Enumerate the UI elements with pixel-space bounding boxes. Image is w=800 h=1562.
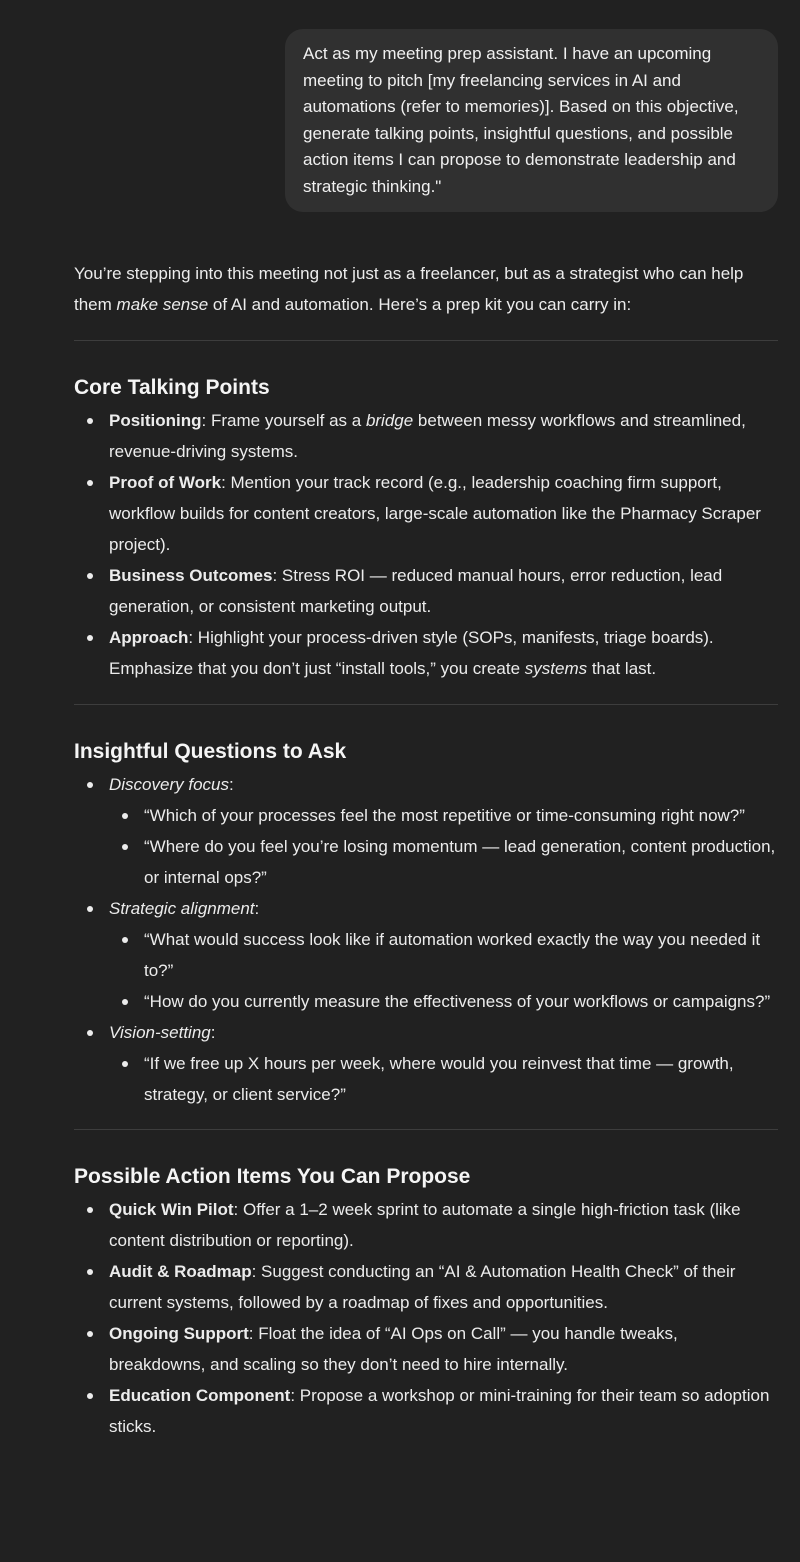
- intro-text: You’re stepping into this meeting not just as a freelancer, but as a strategist who can help them: [74, 264, 744, 314]
- group-suffix: :: [228, 775, 234, 794]
- question-sublist: [109, 1048, 778, 1110]
- item-label: Education Component: [109, 1386, 291, 1405]
- list-item: [74, 1256, 778, 1318]
- section-heading-questions: Insightful Questions to Ask: [74, 740, 347, 763]
- item-text: : Highlight your process-driven style (SOPs, manifests, triage boards). Emphasize that you don’t just “install tools,” you create: [109, 628, 714, 678]
- question-group: [74, 893, 778, 1017]
- item-label: Proof of Work: [109, 473, 222, 492]
- assistant-message: [0, 258, 800, 1442]
- item-text: that last.: [587, 659, 657, 678]
- question-group: [74, 769, 778, 893]
- item-emphasis: bridge: [365, 411, 414, 430]
- list-item: [74, 467, 778, 560]
- list-item: [74, 622, 778, 684]
- question-sublist: [109, 924, 778, 1017]
- section-heading-talking-points: Core Talking Points: [74, 376, 270, 399]
- item-label: Quick Win Pilot: [109, 1200, 234, 1219]
- item-text: : Frame yourself as a: [201, 411, 366, 430]
- item-text: : Float the idea of “AI Ops on Call” — you handle tweaks, breakdowns, and scaling so they don’t need to hire internally.: [109, 1324, 678, 1374]
- questions-list: [74, 769, 778, 1110]
- group-label: Discovery focus: [109, 775, 229, 794]
- item-label: Approach: [109, 628, 189, 647]
- item-label: Ongoing Support: [109, 1324, 249, 1343]
- item-label: Business Outcomes: [109, 566, 273, 585]
- group-label: Vision-setting: [109, 1023, 211, 1042]
- question-item: “If we free up X hours per week, where would you reinvest that time — growth, strategy, or client service?”: [109, 1048, 778, 1110]
- section-divider: [74, 1129, 778, 1130]
- section-divider: [74, 704, 778, 705]
- section-heading-action-items: Possible Action Items You Can Propose: [74, 1165, 471, 1188]
- item-text: : Suggest conducting an “AI & Automation Health Check” of their current systems, followed by a roadmap of fixes and opportunities.: [109, 1262, 736, 1312]
- item-label: Positioning: [109, 411, 202, 430]
- question-item: “What would success look like if automation worked exactly the way you needed it to?”: [109, 924, 778, 986]
- assistant-intro: [74, 258, 778, 320]
- item-text: : Offer a 1–2 week sprint to automate a single high-friction task (like content distribution or reporting).: [109, 1200, 741, 1250]
- talking-points-list: [74, 405, 778, 684]
- question-group: [74, 1017, 778, 1110]
- group-suffix: :: [254, 899, 260, 918]
- item-text: : Mention your track record (e.g., leadership coaching firm support, workflow builds for content creators, large-scale automation like the Pharmacy Scraper project).: [109, 473, 761, 554]
- intro-text: of AI and automation. Here’s a prep kit you can carry in:: [208, 295, 632, 314]
- list-item: [74, 405, 778, 467]
- item-text: : Stress ROI — reduced manual hours, error reduction, lead generation, or consistent marketing output.: [109, 566, 723, 616]
- group-suffix: :: [210, 1023, 216, 1042]
- intro-emphasis: make sense: [116, 295, 209, 314]
- list-item: [74, 560, 778, 622]
- question-item: “Where do you feel you’re losing momentum — lead generation, content production, or internal ops?”: [109, 831, 778, 893]
- action-items-list: [74, 1194, 778, 1442]
- question-item: “Which of your processes feel the most repetitive or time-consuming right now?”: [109, 800, 778, 831]
- user-message-bubble: [285, 29, 778, 212]
- item-text: : Propose a workshop or mini-training for their team so adoption sticks.: [109, 1386, 770, 1436]
- user-message-row: [0, 0, 800, 212]
- item-label: Audit & Roadmap: [109, 1262, 252, 1281]
- list-item: [74, 1194, 778, 1256]
- list-item: [74, 1380, 778, 1442]
- section-divider: [74, 340, 778, 341]
- user-message-text: Act as my meeting prep assistant. I have an upcoming meeting to pitch [my freelancing services in AI and automations (refer to memories)]. Based on this objective, generate talking points, insightful questions, and possible action items I can propose to demonstrate leadership and strategic thinking.": [303, 44, 739, 196]
- item-emphasis: systems: [524, 659, 588, 678]
- question-item: “How do you currently measure the effectiveness of your workflows or campaigns?”: [109, 986, 778, 1017]
- group-label: Strategic alignment: [109, 899, 255, 918]
- item-text: between messy workflows and streamlined, revenue-driving systems.: [109, 411, 746, 461]
- question-sublist: [109, 800, 778, 893]
- list-item: [74, 1318, 778, 1380]
